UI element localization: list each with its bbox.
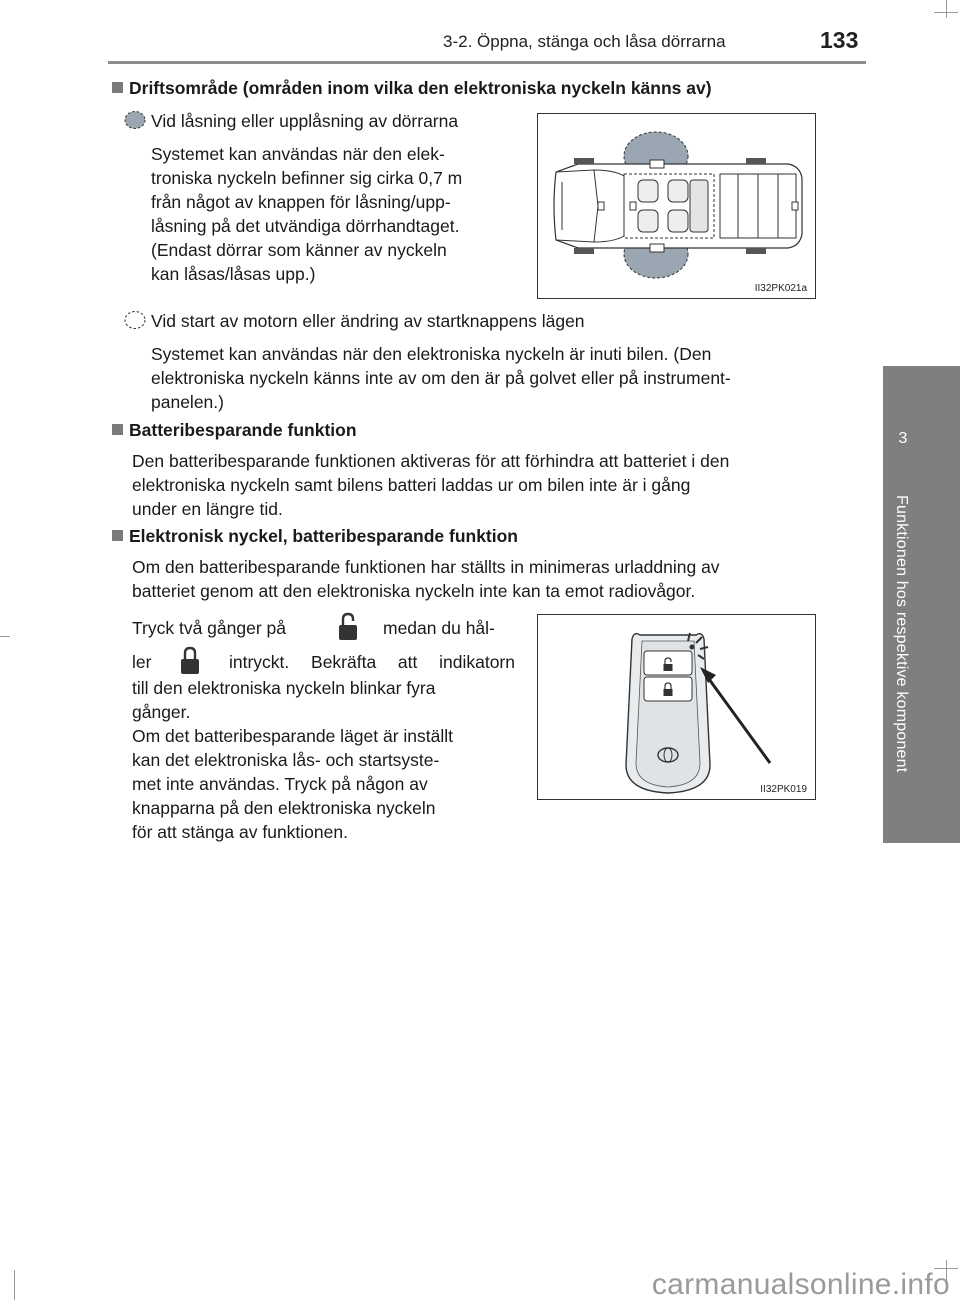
item1-body: Systemet kan användas när den elek- troniska nyckeln befinner sig cirka 0,7 m från något av knappen för låsning/upp- låsning på det utvändiga dörrhandtaget. (Endast dörrar som känner av nyckeln kan låsas/låsas upp.) bbox=[151, 144, 463, 284]
battery-saving-heading: Batteribesparande funktion bbox=[112, 420, 357, 441]
running-header-section: 3-2. Öppna, stänga och låsa dörrarna bbox=[443, 32, 726, 51]
unlock-icon bbox=[337, 612, 359, 642]
figure-code: II32PK019 bbox=[760, 784, 807, 795]
key-battery-saving-heading: Elektronisk nyckel, batteribesparande funktion bbox=[112, 526, 518, 547]
heading-square-icon bbox=[112, 424, 123, 435]
figure-key-fob bbox=[537, 614, 816, 800]
item1-title: Vid låsning eller upplåsning av dörrarna bbox=[151, 111, 459, 131]
crop-mark bbox=[934, 12, 958, 13]
figure-code: II32PK021a bbox=[754, 283, 807, 294]
operating-range-heading: Driftsområde (områden inom vilka den elektroniska nyckeln känns av) bbox=[112, 78, 712, 99]
vehicle-top-view-illustration bbox=[538, 114, 815, 298]
crop-mark bbox=[0, 636, 10, 637]
chapter-title: Funktionen hos respektive komponent bbox=[893, 495, 910, 773]
instruction-line-1b: medan du hål- bbox=[383, 618, 495, 638]
instruction-line-1a: Tryck två gånger på bbox=[132, 618, 287, 638]
chapter-number: 3 bbox=[898, 430, 908, 447]
lock-icon bbox=[179, 646, 201, 676]
key-battery-saving-body: Om den batteribesparande funktionen har ställts in minimeras urladdning av batteriet genom att den elektroniska nyckeln inte kan ta emot radiovågor. bbox=[132, 557, 720, 601]
watermark: carmanualsonline.info bbox=[651, 1268, 950, 1301]
instruction-line-2a: ler bbox=[132, 652, 152, 672]
crop-mark bbox=[14, 1270, 15, 1300]
instruction-line-2b: intryckt. Bekräfta att indikatorn bbox=[229, 652, 515, 672]
header-rule bbox=[108, 61, 866, 64]
item2-body: Systemet kan användas när den elektroniska nyckeln är inuti bilen. (Den elektroniska nyckeln känns inte av om den är på golvet eller på instrument- panelen.) bbox=[151, 344, 731, 412]
range-bullet-icon bbox=[124, 310, 146, 330]
item2-title: Vid start av motorn eller ändring av startknappens lägen bbox=[151, 311, 585, 331]
crop-mark bbox=[946, 0, 947, 18]
heading-square-icon bbox=[112, 530, 123, 541]
heading-square-icon bbox=[112, 82, 123, 93]
figure-vehicle-range bbox=[537, 113, 816, 299]
key-fob-illustration bbox=[538, 615, 815, 799]
range-bullet-icon bbox=[124, 110, 146, 130]
battery-saving-body: Den batteribesparande funktionen aktiveras för att förhindra att batteriet i den elektroniska nyckeln samt bilens batteri laddas ur om bilen inte är i gång under en längre tid. bbox=[132, 451, 730, 519]
page-number: 133 bbox=[820, 27, 859, 53]
instruction-body: till den elektroniska nyckeln blinkar fyra gånger. Om det batteribesparande läget är inställt kan det elektroniska lås- och startsyste- met inte användas. Tryck på någon av knapparna på den elektroniska nyckeln för att stänga av funktionen. bbox=[132, 678, 454, 842]
